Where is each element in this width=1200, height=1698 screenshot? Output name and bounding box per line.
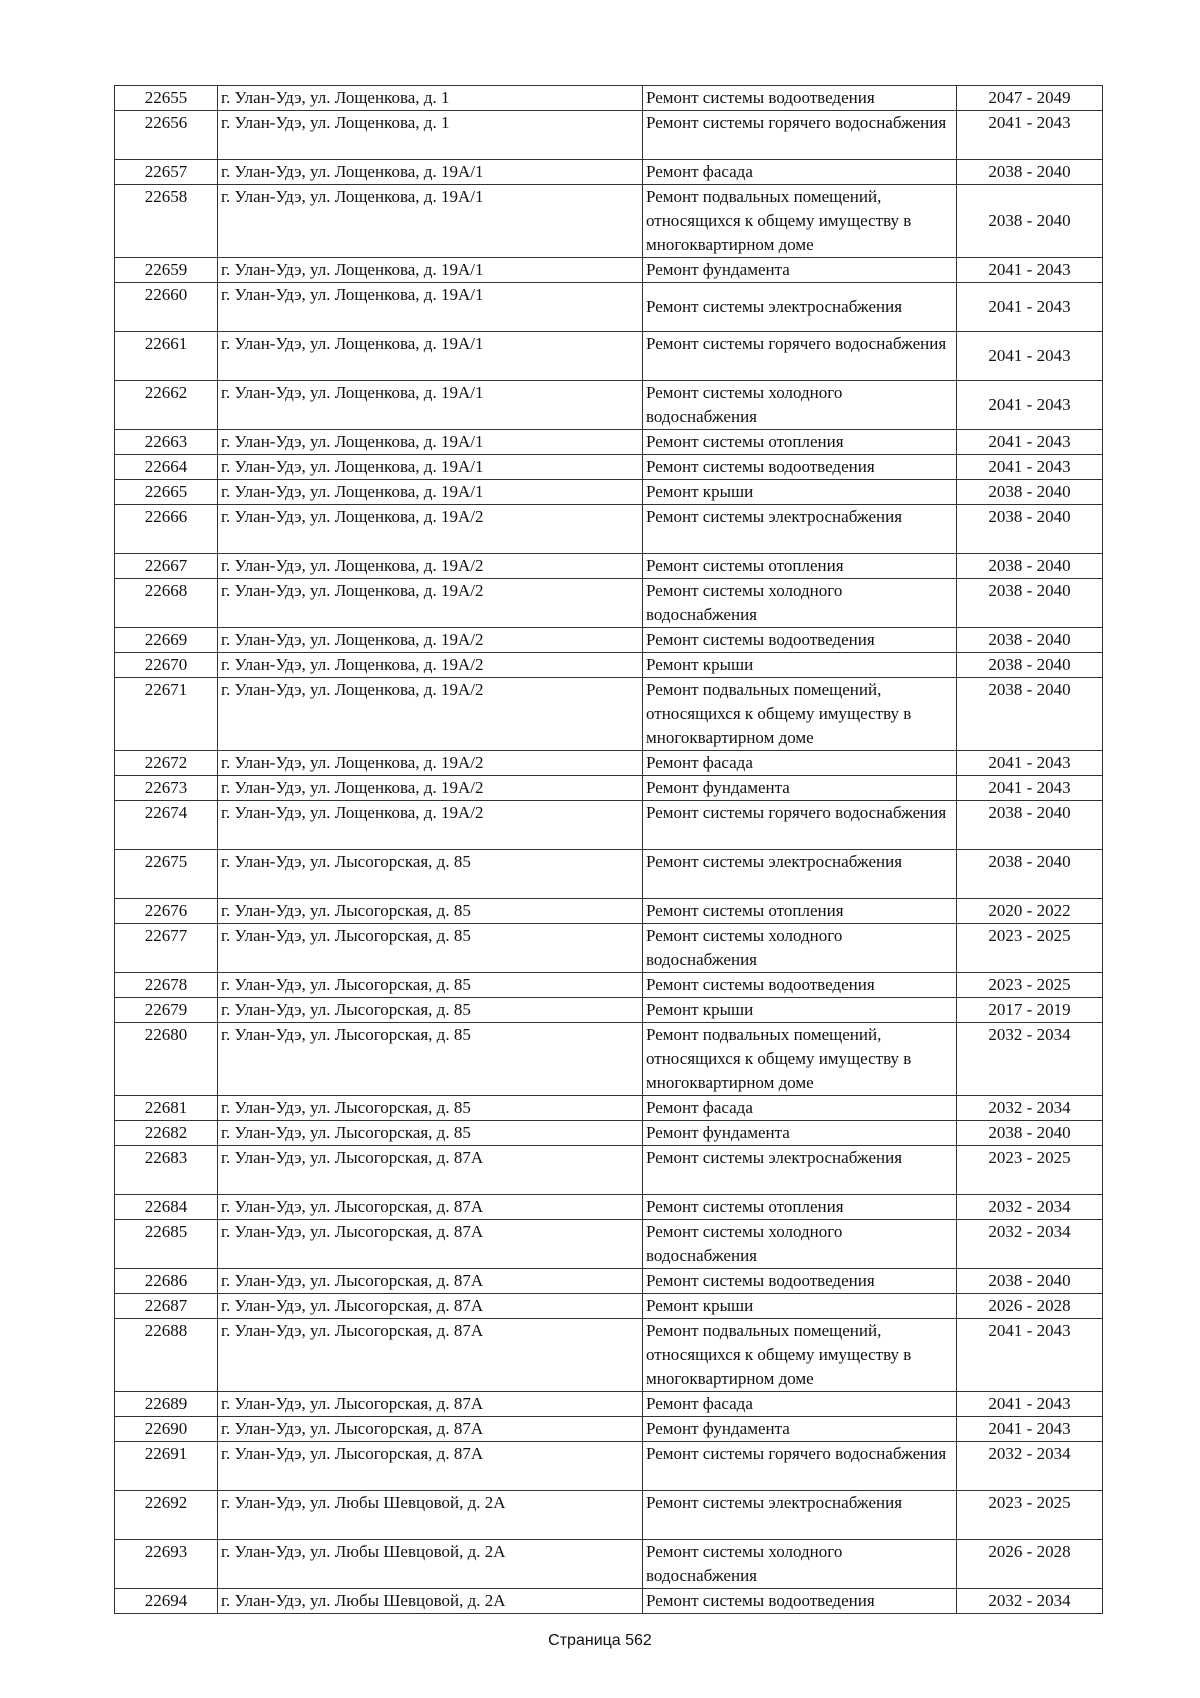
row-number: 22666 (115, 505, 218, 554)
address-cell: г. Улан-Удэ, ул. Лощенкова, д. 19А/1 (218, 160, 643, 185)
period-cell: 2041 - 2043 (957, 332, 1103, 381)
period-cell: 2038 - 2040 (957, 653, 1103, 678)
table-row (115, 1589, 1103, 1614)
period-cell: 2041 - 2043 (957, 381, 1103, 430)
address-cell: г. Улан-Удэ, ул. Лысогорская, д. 87А (218, 1146, 643, 1195)
row-number: 22667 (115, 554, 218, 579)
row-number: 22683 (115, 1146, 218, 1195)
row-number: 22693 (115, 1540, 218, 1589)
address-cell: г. Улан-Удэ, ул. Лысогорская, д. 85 (218, 998, 643, 1023)
work-type-cell: Ремонт крыши (643, 653, 957, 678)
work-type-cell: Ремонт системы отопления (643, 1195, 957, 1220)
address-cell: г. Улан-Удэ, ул. Лощенкова, д. 19А/2 (218, 554, 643, 579)
row-number: 22675 (115, 850, 218, 899)
table-body (115, 86, 1103, 1614)
work-type-cell: Ремонт системы холодного водоснабжения (643, 1540, 957, 1589)
work-type-cell: Ремонт подвальных помещений, относящихся к общему имуществу в многоквартирном доме (643, 1023, 957, 1096)
work-type-cell: Ремонт фундамента (643, 1417, 957, 1442)
row-number: 22690 (115, 1417, 218, 1442)
work-type-cell: Ремонт подвальных помещений, относящихся к общему имуществу в многоквартирном доме (643, 1319, 957, 1392)
table-row (115, 628, 1103, 653)
table-row (115, 1023, 1103, 1096)
period-cell: 2041 - 2043 (957, 111, 1103, 160)
address-cell: г. Улан-Удэ, ул. Лысогорская, д. 87А (218, 1319, 643, 1392)
address-cell: г. Улан-Удэ, ул. Лысогорская, д. 85 (218, 924, 643, 973)
period-cell: 2038 - 2040 (957, 185, 1103, 258)
row-number: 22656 (115, 111, 218, 160)
period-cell: 2041 - 2043 (957, 1392, 1103, 1417)
row-number: 22673 (115, 776, 218, 801)
table-row (115, 185, 1103, 258)
work-type-cell: Ремонт системы водоотведения (643, 86, 957, 111)
table-row (115, 1417, 1103, 1442)
table-row (115, 776, 1103, 801)
period-cell: 2020 - 2022 (957, 899, 1103, 924)
table-row (115, 1096, 1103, 1121)
table-row (115, 480, 1103, 505)
table-row (115, 1146, 1103, 1195)
table-row (115, 1491, 1103, 1540)
work-type-cell: Ремонт системы горячего водоснабжения (643, 111, 957, 160)
table-row (115, 1442, 1103, 1491)
period-cell: 2041 - 2043 (957, 258, 1103, 283)
address-cell: г. Улан-Удэ, ул. Лысогорская, д. 87А (218, 1195, 643, 1220)
work-type-cell: Ремонт системы электроснабжения (643, 283, 957, 332)
row-number: 22669 (115, 628, 218, 653)
address-cell: г. Улан-Удэ, ул. Лощенкова, д. 19А/1 (218, 185, 643, 258)
address-cell: г. Улан-Удэ, ул. Лысогорская, д. 85 (218, 850, 643, 899)
period-cell: 2041 - 2043 (957, 455, 1103, 480)
work-type-cell: Ремонт системы отопления (643, 430, 957, 455)
address-cell: г. Улан-Удэ, ул. Лощенкова, д. 19А/2 (218, 678, 643, 751)
address-cell: г. Улан-Удэ, ул. Лощенкова, д. 1 (218, 86, 643, 111)
row-number: 22665 (115, 480, 218, 505)
table-row (115, 899, 1103, 924)
row-number: 22657 (115, 160, 218, 185)
work-type-cell: Ремонт системы отопления (643, 554, 957, 579)
work-type-cell: Ремонт подвальных помещений, относящихся к общему имуществу в многоквартирном доме (643, 678, 957, 751)
table-row (115, 505, 1103, 554)
address-cell: г. Улан-Удэ, ул. Лощенкова, д. 19А/1 (218, 381, 643, 430)
row-number: 22691 (115, 1442, 218, 1491)
table-row (115, 554, 1103, 579)
row-number: 22682 (115, 1121, 218, 1146)
address-cell: г. Улан-Удэ, ул. Лысогорская, д. 85 (218, 973, 643, 998)
period-cell: 2032 - 2034 (957, 1023, 1103, 1096)
address-cell: г. Улан-Удэ, ул. Лысогорская, д. 87А (218, 1220, 643, 1269)
address-cell: г. Улан-Удэ, ул. Лысогорская, д. 85 (218, 1023, 643, 1096)
address-cell: г. Улан-Удэ, ул. Лощенкова, д. 19А/2 (218, 801, 643, 850)
period-cell: 2038 - 2040 (957, 1121, 1103, 1146)
table-row (115, 801, 1103, 850)
table-row (115, 678, 1103, 751)
period-cell: 2032 - 2034 (957, 1442, 1103, 1491)
row-number: 22687 (115, 1294, 218, 1319)
row-number: 22676 (115, 899, 218, 924)
period-cell: 2038 - 2040 (957, 480, 1103, 505)
table-row (115, 850, 1103, 899)
row-number: 22692 (115, 1491, 218, 1540)
period-cell: 2038 - 2040 (957, 160, 1103, 185)
work-type-cell: Ремонт системы водоотведения (643, 455, 957, 480)
period-cell: 2041 - 2043 (957, 751, 1103, 776)
period-cell: 2023 - 2025 (957, 973, 1103, 998)
period-cell: 2026 - 2028 (957, 1294, 1103, 1319)
address-cell: г. Улан-Удэ, ул. Лощенкова, д. 19А/2 (218, 628, 643, 653)
address-cell: г. Улан-Удэ, ул. Лощенкова, д. 19А/1 (218, 455, 643, 480)
row-number: 22679 (115, 998, 218, 1023)
address-cell: г. Улан-Удэ, ул. Лощенкова, д. 19А/1 (218, 258, 643, 283)
table-row (115, 973, 1103, 998)
work-type-cell: Ремонт фасада (643, 160, 957, 185)
address-cell: г. Улан-Удэ, ул. Любы Шевцовой, д. 2А (218, 1540, 643, 1589)
table-row (115, 924, 1103, 973)
page-number: Страница 562 (548, 1632, 652, 1649)
period-cell: 2032 - 2034 (957, 1220, 1103, 1269)
work-type-cell: Ремонт системы холодного водоснабжения (643, 381, 957, 430)
row-number: 22668 (115, 579, 218, 628)
period-cell: 2032 - 2034 (957, 1195, 1103, 1220)
table-row (115, 332, 1103, 381)
address-cell: г. Улан-Удэ, ул. Любы Шевцовой, д. 2А (218, 1589, 643, 1614)
row-number: 22680 (115, 1023, 218, 1096)
address-cell: г. Улан-Удэ, ул. Лысогорская, д. 87А (218, 1269, 643, 1294)
row-number: 22663 (115, 430, 218, 455)
row-number: 22686 (115, 1269, 218, 1294)
table-row (115, 653, 1103, 678)
table-row (115, 381, 1103, 430)
work-type-cell: Ремонт системы электроснабжения (643, 850, 957, 899)
table-row (115, 111, 1103, 160)
repair-schedule-table (114, 85, 1103, 1614)
address-cell: г. Улан-Удэ, ул. Лощенкова, д. 19А/2 (218, 751, 643, 776)
work-type-cell: Ремонт фундамента (643, 776, 957, 801)
address-cell: г. Улан-Удэ, ул. Лысогорская, д. 85 (218, 1096, 643, 1121)
row-number: 22678 (115, 973, 218, 998)
address-cell: г. Улан-Удэ, ул. Лощенкова, д. 19А/2 (218, 653, 643, 678)
period-cell: 2041 - 2043 (957, 776, 1103, 801)
row-number: 22685 (115, 1220, 218, 1269)
period-cell: 2038 - 2040 (957, 801, 1103, 850)
table-row (115, 455, 1103, 480)
work-type-cell: Ремонт системы электроснабжения (643, 1146, 957, 1195)
period-cell: 2038 - 2040 (957, 579, 1103, 628)
period-cell: 2026 - 2028 (957, 1540, 1103, 1589)
table-row (115, 86, 1103, 111)
work-type-cell: Ремонт фасада (643, 1392, 957, 1417)
row-number: 22660 (115, 283, 218, 332)
period-cell: 2032 - 2034 (957, 1589, 1103, 1614)
address-cell: г. Улан-Удэ, ул. Лысогорская, д. 87А (218, 1417, 643, 1442)
address-cell: г. Улан-Удэ, ул. Лысогорская, д. 87А (218, 1392, 643, 1417)
period-cell: 2023 - 2025 (957, 1146, 1103, 1195)
address-cell: г. Улан-Удэ, ул. Лощенкова, д. 19А/2 (218, 579, 643, 628)
work-type-cell: Ремонт системы холодного водоснабжения (643, 1220, 957, 1269)
address-cell: г. Улан-Удэ, ул. Лысогорская, д. 87А (218, 1294, 643, 1319)
row-number: 22677 (115, 924, 218, 973)
work-type-cell: Ремонт системы водоотведения (643, 1269, 957, 1294)
work-type-cell: Ремонт системы водоотведения (643, 973, 957, 998)
table-row (115, 160, 1103, 185)
period-cell: 2017 - 2019 (957, 998, 1103, 1023)
row-number: 22671 (115, 678, 218, 751)
work-type-cell: Ремонт системы электроснабжения (643, 1491, 957, 1540)
row-number: 22672 (115, 751, 218, 776)
row-number: 22684 (115, 1195, 218, 1220)
work-type-cell: Ремонт системы водоотведения (643, 1589, 957, 1614)
row-number: 22664 (115, 455, 218, 480)
table-row (115, 430, 1103, 455)
table-row (115, 1121, 1103, 1146)
work-type-cell: Ремонт фундамента (643, 1121, 957, 1146)
work-type-cell: Ремонт крыши (643, 1294, 957, 1319)
row-number: 22670 (115, 653, 218, 678)
period-cell: 2047 - 2049 (957, 86, 1103, 111)
row-number: 22681 (115, 1096, 218, 1121)
row-number: 22662 (115, 381, 218, 430)
row-number: 22689 (115, 1392, 218, 1417)
work-type-cell: Ремонт фасада (643, 1096, 957, 1121)
table-row (115, 1540, 1103, 1589)
table-row (115, 283, 1103, 332)
row-number: 22694 (115, 1589, 218, 1614)
work-type-cell: Ремонт крыши (643, 480, 957, 505)
table-row (115, 1294, 1103, 1319)
address-cell: г. Улан-Удэ, ул. Лощенкова, д. 19А/1 (218, 332, 643, 381)
work-type-cell: Ремонт крыши (643, 998, 957, 1023)
table-row (115, 1392, 1103, 1417)
table-row (115, 998, 1103, 1023)
period-cell: 2041 - 2043 (957, 1417, 1103, 1442)
address-cell: г. Улан-Удэ, ул. Лысогорская, д. 87А (218, 1442, 643, 1491)
row-number: 22655 (115, 86, 218, 111)
work-type-cell: Ремонт системы холодного водоснабжения (643, 924, 957, 973)
table-row (115, 1195, 1103, 1220)
period-cell: 2038 - 2040 (957, 505, 1103, 554)
work-type-cell: Ремонт системы отопления (643, 899, 957, 924)
row-number: 22688 (115, 1319, 218, 1392)
period-cell: 2041 - 2043 (957, 283, 1103, 332)
table-row (115, 1269, 1103, 1294)
period-cell: 2023 - 2025 (957, 1491, 1103, 1540)
period-cell: 2038 - 2040 (957, 628, 1103, 653)
work-type-cell: Ремонт фундамента (643, 258, 957, 283)
row-number: 22658 (115, 185, 218, 258)
table-row (115, 1319, 1103, 1392)
table-row (115, 1220, 1103, 1269)
address-cell: г. Улан-Удэ, ул. Лощенкова, д. 19А/1 (218, 480, 643, 505)
address-cell: г. Улан-Удэ, ул. Лощенкова, д. 19А/1 (218, 430, 643, 455)
period-cell: 2038 - 2040 (957, 850, 1103, 899)
period-cell: 2032 - 2034 (957, 1096, 1103, 1121)
table-row (115, 579, 1103, 628)
row-number: 22674 (115, 801, 218, 850)
address-cell: г. Улан-Удэ, ул. Лощенкова, д. 19А/2 (218, 776, 643, 801)
address-cell: г. Улан-Удэ, ул. Лысогорская, д. 85 (218, 1121, 643, 1146)
period-cell: 2041 - 2043 (957, 1319, 1103, 1392)
table-row (115, 258, 1103, 283)
address-cell: г. Улан-Удэ, ул. Лощенкова, д. 19А/1 (218, 283, 643, 332)
address-cell: г. Улан-Удэ, ул. Лысогорская, д. 85 (218, 899, 643, 924)
address-cell: г. Улан-Удэ, ул. Лощенкова, д. 19А/2 (218, 505, 643, 554)
table-row (115, 751, 1103, 776)
work-type-cell: Ремонт системы горячего водоснабжения (643, 801, 957, 850)
work-type-cell: Ремонт подвальных помещений, относящихся к общему имуществу в многоквартирном доме (643, 185, 957, 258)
period-cell: 2023 - 2025 (957, 924, 1103, 973)
period-cell: 2038 - 2040 (957, 678, 1103, 751)
work-type-cell: Ремонт фасада (643, 751, 957, 776)
row-number: 22659 (115, 258, 218, 283)
work-type-cell: Ремонт системы горячего водоснабжения (643, 1442, 957, 1491)
row-number: 22661 (115, 332, 218, 381)
period-cell: 2041 - 2043 (957, 430, 1103, 455)
work-type-cell: Ремонт системы электроснабжения (643, 505, 957, 554)
period-cell: 2038 - 2040 (957, 1269, 1103, 1294)
address-cell: г. Улан-Удэ, ул. Любы Шевцовой, д. 2А (218, 1491, 643, 1540)
period-cell: 2038 - 2040 (957, 554, 1103, 579)
work-type-cell: Ремонт системы водоотведения (643, 628, 957, 653)
address-cell: г. Улан-Удэ, ул. Лощенкова, д. 1 (218, 111, 643, 160)
work-type-cell: Ремонт системы холодного водоснабжения (643, 579, 957, 628)
work-type-cell: Ремонт системы горячего водоснабжения (643, 332, 957, 381)
